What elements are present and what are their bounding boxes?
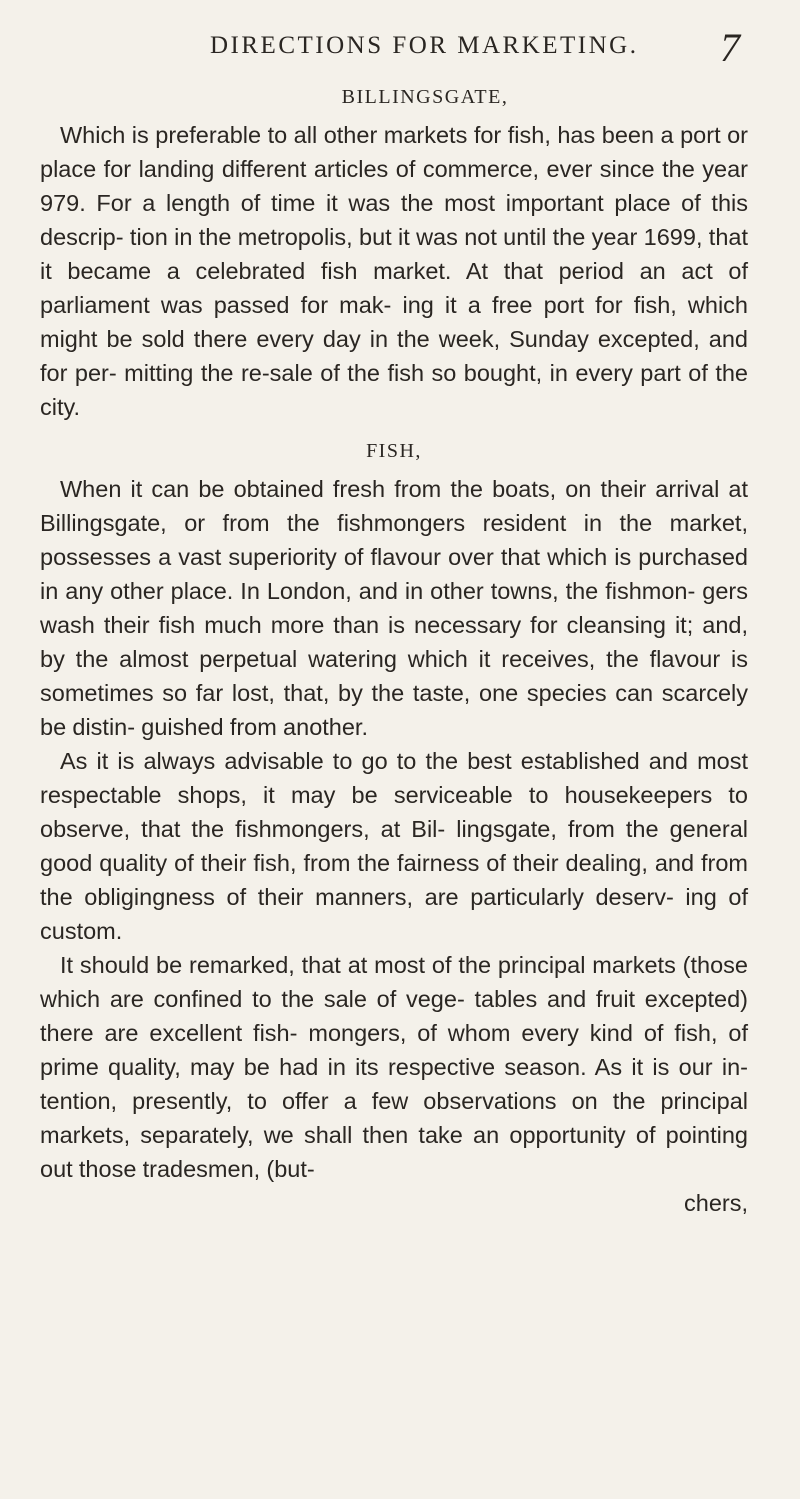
paragraph-fish-freshness: When it can be obtained fresh from the boats, on their arrival at Billingsgate, or from the fishmongers resident in the market, possesses a vast superiority of flavour over that which is purchased in any other place. In London, and in other towns, the fishmon- gers wash their fish much more than is necessary for cleansing it; and, by the almost perpetual watering which it receives, the flavour is sometimes so far lost, that, by the taste, one species can scarcely be distin- guished from another. xyxy=(40,476,748,740)
section-heading-fish: FISH, xyxy=(366,440,422,462)
catchword: chers, xyxy=(684,1190,748,1216)
running-title: DIRECTIONS FOR MARKETING. xyxy=(210,32,639,59)
body-text xyxy=(40,84,748,1220)
running-head xyxy=(210,25,740,70)
paragraph-fish-markets: It should be remarked, that at most of the principal markets (those which are confined to the sale of vege- tables and fruit excepted) there are excellent fish- mongers, of whom every kind of fish, of prime quality, may be had in its respective season. As it is our in- tention, presently, to offer a few observations on the principal markets, separately, we shall then take an opportunity of pointing out those tradesmen, (but- xyxy=(40,952,748,1182)
section-heading-billingsgate: BILLINGSGATE, xyxy=(341,86,509,108)
paragraph-billingsgate: Which is preferable to all other markets for fish, has been a port or place for landing different articles of commerce, ever since the year 979. For a length of time it was the most important place of this descrip- tion in the metropolis, but it was not until the year 1699, that it became a celebrated fish market. At that period an act of parliament was passed for mak- ing it a free port for fish, which might be sold there every day in the week, Sunday excepted, and for per- mitting the re-sale of the fish so bought, in every part of the city. xyxy=(40,122,748,420)
section-gap xyxy=(40,424,748,438)
paragraph-fish-shops: As it is always advisable to go to the best established and most respectable shops, it may be serviceable to housekeepers to observe, that the fishmongers, at Bil- lingsgate, from the general good quality of their fish, from the fairness of their dealing, and from the obligingness of their manners, are particularly deserv- ing of custom. xyxy=(40,748,748,944)
page-number: 7 xyxy=(720,25,740,70)
